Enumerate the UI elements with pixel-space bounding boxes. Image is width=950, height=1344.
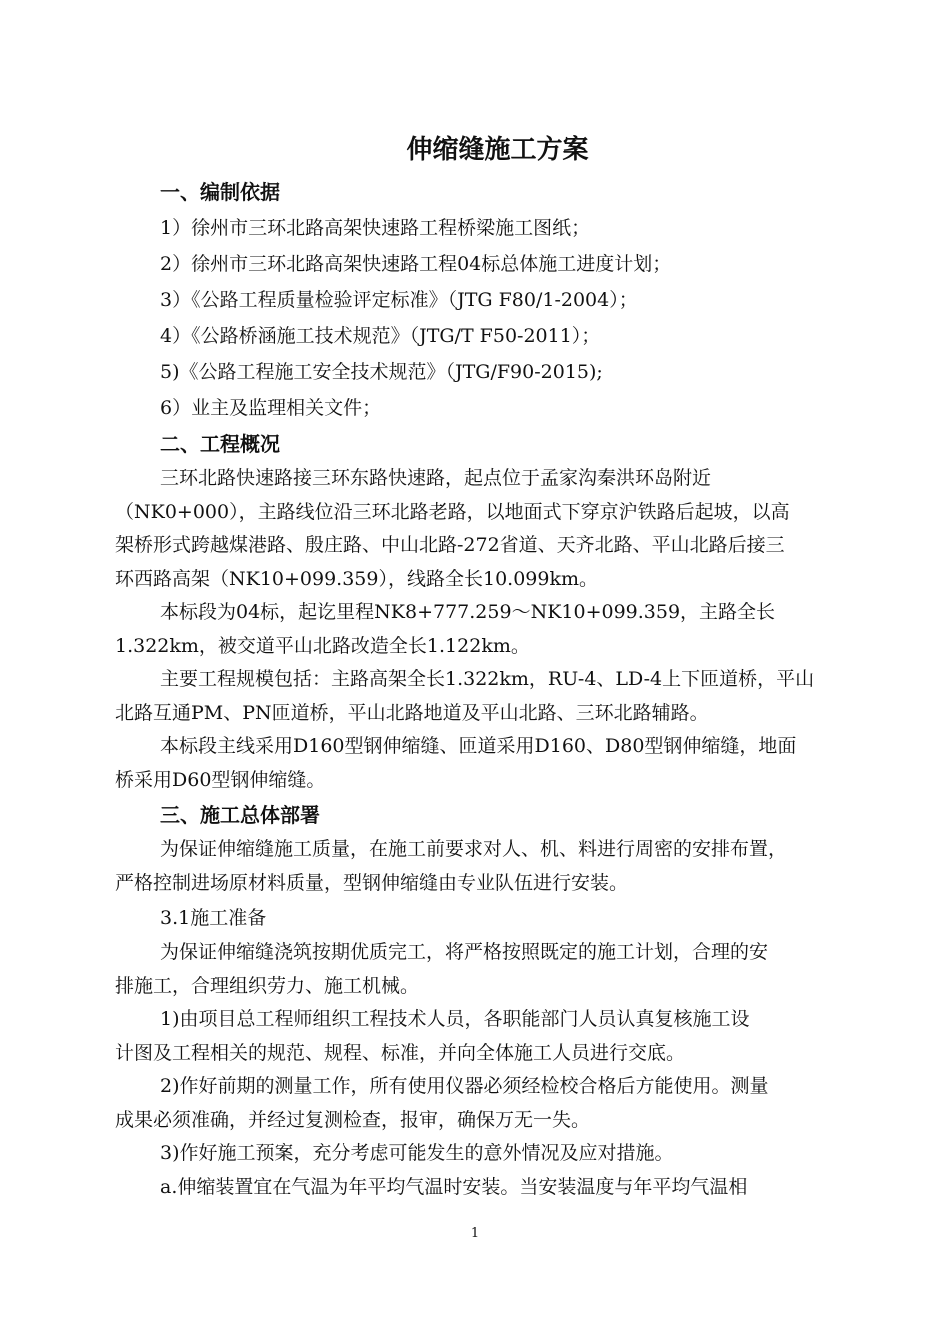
text-line: 计图及工程相关的规范、规程、标准，并向全体施工人员进行交底。 <box>115 1041 686 1064</box>
text-line: 为保证伸缩缝浇筑按期优质完工，将严格按照既定的施工计划，合理的安 <box>160 941 769 963</box>
text-line: 架桥形式跨越煤港路、殷庄路、中山北路-272省道、天齐北路、平山北路后接三 <box>115 534 785 556</box>
text-line: 三环北路快速路接三环东路快速路，起点位于孟家沟秦洪环岛附近 <box>160 467 712 489</box>
preparation-paragraph-plan <box>115 936 860 1003</box>
text-line: 1)由项目总工程师组织工程技术人员，各职能部门人员认真复核施工设 <box>160 1008 750 1030</box>
text-line: （NK0+000），主路线位沿三环北路老路，以地面式下穿京沪铁路后起坡，以高 <box>115 500 790 523</box>
subsection-heading-preparation: 3.1施工准备 <box>160 907 267 929</box>
overview-paragraph-section <box>115 596 860 663</box>
section-heading-overview: 二、工程概况 <box>160 432 280 456</box>
text-line: 为保证伸缩缝施工质量，在施工前要求对人、机、料进行周密的安排布置， <box>160 838 788 860</box>
overview-paragraph-joints <box>115 730 860 797</box>
page-title: 伸缩缝施工方案 <box>406 135 589 165</box>
text-line: 3)作好施工预案，充分考虑可能发生的意外情况及应对措施。 <box>160 1142 674 1164</box>
text-line: 桥采用D60型钢伸缩缝。 <box>115 768 326 791</box>
basis-item: 1）徐州市三环北路高架快速路工程桥梁施工图纸； <box>160 217 591 239</box>
deployment-paragraph-quality <box>115 833 860 900</box>
preparation-paragraph-temperature <box>115 1171 860 1205</box>
section-heading-deployment: 三、施工总体部署 <box>160 803 320 827</box>
preparation-paragraph-review <box>115 1003 860 1070</box>
basis-item: 5)《公路工程施工安全技术规范》（JTG/F90-2015); <box>160 361 603 383</box>
document-body <box>115 130 860 1204</box>
text-line: 主要工程规模包括：主路高架全长1.322km，RU-4、LD-4上下匝道桥，平山 <box>160 668 815 690</box>
basis-item: 4）《公路桥涵施工技术规范》（JTG/T F50-2011）； <box>160 325 601 347</box>
text-line: 本标段为04标，起讫里程NK8+777.259～NK10+099.359，主路全长 <box>160 601 776 623</box>
text-line: 成果必须准确，并经过复测检查，报审，确保万无一失。 <box>115 1108 591 1131</box>
text-line: 严格控制进场原材料质量，型钢伸缩缝由专业队伍进行安装。 <box>115 871 629 894</box>
section-heading-basis: 一、编制依据 <box>160 180 280 204</box>
text-line: 排施工，合理组织劳力、施工机械。 <box>115 974 420 997</box>
text-line: 2)作好前期的测量工作，所有使用仪器必须经检校合格后方能使用。测量 <box>160 1075 769 1097</box>
text-line: 环西路高架（NK10+099.359），线路全长10.099km。 <box>115 567 598 590</box>
basis-item: 3）《公路工程质量检验评定标准》（JTG F80/1-2004）； <box>160 289 638 311</box>
text-line: 本标段主线采用D160型钢伸缩缝、匝道采用D160、D80型钢伸缩缝，地面 <box>160 735 797 757</box>
page-number: 1 <box>470 1226 480 1241</box>
preparation-paragraph-contingency <box>115 1137 860 1171</box>
overview-paragraph-scale <box>115 663 860 730</box>
basis-item: 2）徐州市三环北路高架快速路工程04标总体施工进度计划； <box>160 253 672 275</box>
basis-item: 6）业主及监理相关文件； <box>160 397 382 419</box>
text-line: 1.322km，被交道平山北路改造全长1.122km。 <box>115 634 530 657</box>
preparation-paragraph-survey <box>115 1070 860 1137</box>
overview-paragraph-route <box>115 462 860 596</box>
text-line: a.伸缩装置宜在气温为年平均气温时安装。当安装温度与年平均气温相 <box>160 1175 748 1198</box>
text-line: 北路互通PM、PN匝道桥，平山北路地道及平山北路、三环北路辅路。 <box>115 701 709 724</box>
